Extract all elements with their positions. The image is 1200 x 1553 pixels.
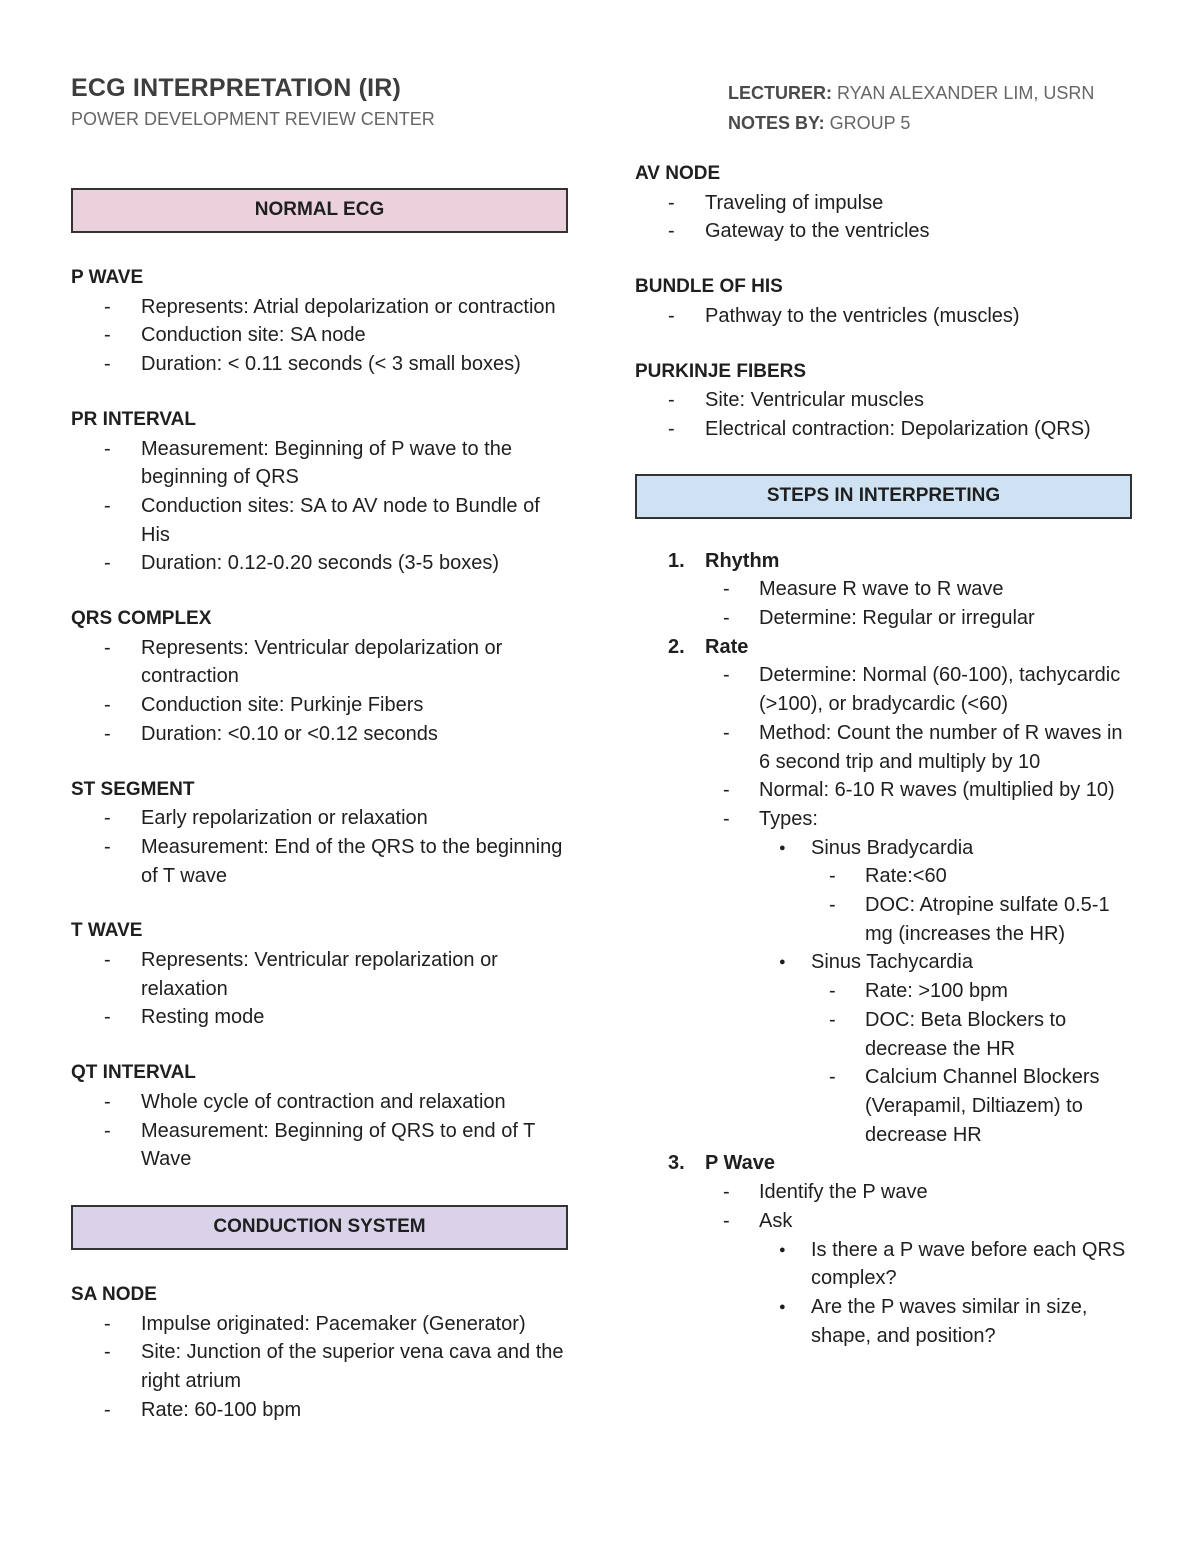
list-item: - Traveling of impulse [635, 189, 1135, 218]
qt-interval-title: QT INTERVAL [71, 1062, 196, 1084]
qrs-complex-title: QRS COMPLEX [71, 608, 212, 630]
list-item: - Conduction site: Purkinje Fibers [71, 691, 571, 720]
list-item: - Impulse originated: Pacemaker (Generator) [71, 1310, 571, 1339]
bundle-of-his-list [635, 302, 1135, 331]
step-p-wave [635, 1149, 1135, 1350]
list-item: - Resting mode [71, 1003, 571, 1032]
steps-banner: STEPS IN INTERPRETING [635, 474, 1132, 519]
rate-type-sinus-bradycardia [759, 834, 1135, 949]
list-item: - Early repolarization or relaxation [71, 804, 571, 833]
ask-label: Ask [759, 1209, 793, 1232]
list-item: - Conduction sites: SA to AV node to Bundle of His [71, 492, 571, 549]
pr-interval-list [71, 435, 571, 579]
normal-ecg-banner: NORMAL ECG [71, 188, 568, 233]
purkinje-fibers-title: PURKINJE FIBERS [635, 360, 807, 382]
notes-label: NOTES BY: [728, 113, 825, 133]
list-item: - Electrical contraction: Depolarization (QRS) [635, 415, 1135, 444]
list-item: - Identify the P wave [705, 1178, 1135, 1207]
list-item [705, 805, 1135, 1149]
lecturer-value: RYAN ALEXANDER LIM, USRN [832, 83, 1095, 103]
list-item: - Represents: Ventricular repolarization or relaxation [71, 946, 571, 1003]
t-wave-list [71, 946, 571, 1032]
list-item: - Duration: 0.12-0.20 seconds (3-5 boxes) [71, 549, 571, 578]
step-title: Rate [705, 635, 749, 658]
list-item: - Determine: Normal (60-100), tachycardic (>100), or bradycardic (<60) [705, 661, 1135, 718]
qt-interval-list [71, 1088, 571, 1174]
sa-node-list [71, 1310, 571, 1425]
step-title: Rhythm [705, 549, 780, 572]
list-item: - Gateway to the ventricles [635, 217, 1135, 246]
list-item: - Measure R wave to R wave [705, 575, 1135, 604]
step-number: 3. [668, 1152, 685, 1175]
document-title: ECG INTERPRETATION (IR) [71, 74, 402, 102]
step-rhythm [635, 547, 1135, 633]
list-item: - Pathway to the ventricles (muscles) [635, 302, 1135, 331]
steps-list [635, 547, 1135, 1351]
list-item: - Duration: < 0.11 seconds (< 3 small boxes) [71, 350, 571, 379]
list-item: - Conduction site: SA node [71, 321, 571, 350]
list-item: - Measurement: End of the QRS to the beginning of T wave [71, 833, 571, 890]
list-item: - Whole cycle of contraction and relaxation [71, 1088, 571, 1117]
header-left [71, 70, 435, 131]
list-item: - Represents: Ventricular depolarization or contraction [71, 634, 571, 691]
notes-value: GROUP 5 [824, 113, 911, 133]
types-label: Types: [759, 807, 818, 830]
list-item: - DOC: Beta Blockers to decrease the HR [811, 1006, 1135, 1063]
t-wave-title: T WAVE [71, 920, 143, 942]
step-title: P Wave [705, 1152, 776, 1175]
notes-line [728, 108, 1094, 138]
document-subtitle: POWER DEVELOPMENT REVIEW CENTER [71, 109, 435, 129]
left-column [71, 188, 571, 1425]
header-right [728, 78, 1094, 138]
step-rate [635, 633, 1135, 1150]
list-item: - Represents: Atrial depolarization or contraction [71, 293, 571, 322]
list-item: - Calcium Channel Blockers (Verapamil, Diltiazem) to decrease HR [811, 1063, 1135, 1149]
rate-type-name: Sinus Bradycardia [811, 836, 974, 859]
list-item: - Site: Ventricular muscles [635, 386, 1135, 415]
rate-type-sinus-tachycardia [759, 948, 1135, 1149]
list-item: - Measurement: Beginning of P wave to the beginning of QRS [71, 435, 571, 492]
question-item: ● Is there a P wave before each QRS complex? [759, 1236, 1135, 1293]
lecturer-line [728, 78, 1094, 108]
list-item: - Method: Count the number of R waves in 6 second trip and multiply by 10 [705, 719, 1135, 776]
list-item: - Site: Junction of the superior vena cava and the right atrium [71, 1338, 571, 1395]
list-item: - Rate: 60-100 bpm [71, 1396, 571, 1425]
list-item: - Duration: <0.10 or <0.12 seconds [71, 720, 571, 749]
p-wave-list [71, 293, 571, 379]
step-number: 1. [668, 549, 685, 572]
list-item: - DOC: Atropine sulfate 0.5-1 mg (increases the HR) [811, 891, 1135, 948]
av-node-title: AV NODE [635, 163, 721, 184]
list-item [705, 1207, 1135, 1351]
list-item: - Normal: 6-10 R waves (multiplied by 10) [705, 776, 1135, 805]
rate-type-name: Sinus Tachycardia [811, 951, 973, 974]
right-column [635, 160, 1135, 1350]
conduction-system-banner: CONDUCTION SYSTEM [71, 1205, 568, 1250]
st-segment-list [71, 804, 571, 890]
list-item: - Measurement: Beginning of QRS to end of T Wave [71, 1117, 571, 1174]
list-item: - Rate:<60 [811, 862, 1135, 891]
list-item: - Rate: >100 bpm [811, 977, 1135, 1006]
list-item: - Determine: Regular or irregular [705, 604, 1135, 633]
question-item: ● Are the P waves similar in size, shape, and position? [759, 1293, 1135, 1350]
av-node-list [635, 189, 1135, 246]
qrs-complex-list [71, 634, 571, 749]
step-number: 2. [668, 635, 685, 658]
sa-node-title: SA NODE [71, 1283, 157, 1305]
bundle-of-his-title: BUNDLE OF HIS [635, 276, 783, 298]
pr-interval-title: PR INTERVAL [71, 408, 196, 430]
p-wave-title: P WAVE [71, 267, 144, 288]
purkinje-fibers-list [635, 386, 1135, 443]
st-segment-title: ST SEGMENT [71, 778, 195, 800]
lecturer-label: LECTURER: [728, 83, 832, 103]
